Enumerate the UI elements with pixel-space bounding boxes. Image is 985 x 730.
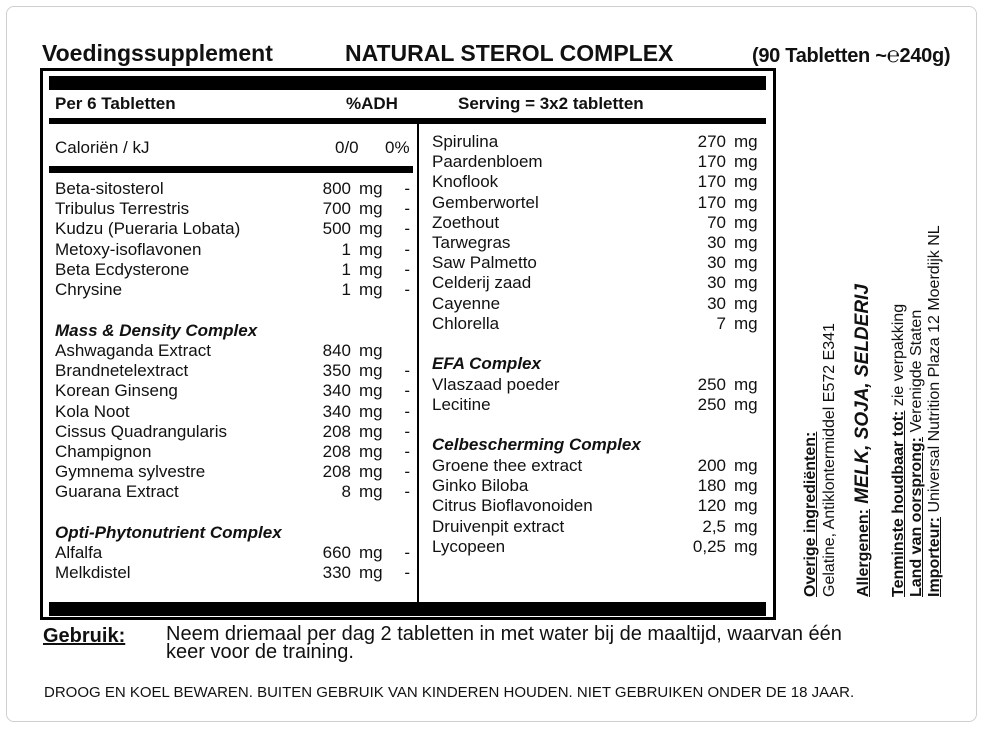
usage-label: Gebruik: bbox=[43, 625, 126, 647]
ingredient-row bbox=[432, 213, 762, 233]
ingredient-qty: 7 bbox=[716, 313, 726, 333]
allergens: Allergenen: MELK, SOJA, SELDERIJ bbox=[852, 284, 873, 597]
ingredient-qty: 170 bbox=[697, 172, 726, 192]
ingredient-unit: mg bbox=[734, 132, 758, 151]
ingredient-row bbox=[432, 375, 762, 395]
ingredient-qty: 30 bbox=[707, 233, 726, 252]
header-rule bbox=[49, 118, 766, 124]
ingredient-row bbox=[55, 361, 410, 381]
ingredient-unit: mg bbox=[359, 442, 383, 461]
ingredient-row bbox=[432, 294, 762, 314]
ingredient-row bbox=[55, 422, 410, 442]
ingredient-name: Beta Ecdysterone bbox=[55, 259, 190, 279]
ingredient-name: Kudzu (Pueraria Lobata) bbox=[55, 219, 241, 239]
calories-adh: 0% bbox=[385, 138, 410, 157]
ingredient-qty: 170 bbox=[697, 152, 726, 172]
ingredient-unit: mg bbox=[734, 212, 758, 232]
ingredient-name: Celderij zaad bbox=[432, 273, 532, 293]
col-serving: Serving = 3x2 tabletten bbox=[458, 94, 644, 113]
ingredient-qty: 30 bbox=[707, 293, 726, 313]
ingredient-unit: mg bbox=[734, 192, 758, 212]
ingredient-adh: - bbox=[404, 239, 410, 259]
importer: Importeur: Universal Nutrition Plaza 12 Moerdijk NL bbox=[926, 225, 943, 597]
ingredient-adh: - bbox=[404, 179, 410, 198]
ingredient-row bbox=[55, 179, 410, 199]
ingredient-unit: mg bbox=[359, 239, 383, 259]
ingredient-adh: - bbox=[404, 219, 410, 239]
ingredient-row bbox=[432, 395, 762, 415]
ingredient-row bbox=[55, 199, 410, 219]
ingredient-name: Chrysine bbox=[55, 280, 123, 299]
ingredient-qty: 250 bbox=[697, 395, 726, 415]
ingredient-name: Saw Palmetto bbox=[432, 253, 537, 273]
ingredient-qty: 208 bbox=[322, 421, 351, 441]
ingredient-unit: mg bbox=[734, 253, 758, 273]
ingredient-row bbox=[432, 314, 762, 334]
ingredient-unit: mg bbox=[359, 179, 383, 198]
ingredient-unit: mg bbox=[734, 313, 758, 333]
ingredient-unit: mg bbox=[734, 172, 758, 192]
ingredient-adh: - bbox=[404, 199, 410, 219]
ingredient-qty: 660 bbox=[322, 543, 351, 562]
ingredient-unit: mg bbox=[359, 259, 383, 279]
ingredient-name: Spirulina bbox=[432, 132, 499, 151]
ingredient-qty: 350 bbox=[322, 361, 351, 381]
ingredient-unit: mg bbox=[734, 233, 758, 252]
ingredient-qty: 208 bbox=[322, 442, 351, 461]
ingredient-unit: mg bbox=[734, 496, 758, 516]
ingredient-row bbox=[55, 219, 410, 239]
ingredient-qty: 0,25 bbox=[692, 536, 726, 556]
ingredient-unit: mg bbox=[359, 421, 383, 441]
ingredient-row bbox=[432, 537, 762, 557]
other-ingredients-label: Overige ingrediënten: bbox=[802, 431, 819, 597]
mass-complex-title: Mass & Density Complex bbox=[55, 321, 258, 340]
efa-complex-title: EFA Complex bbox=[432, 354, 541, 373]
ingredient-qty: 500 bbox=[322, 219, 351, 239]
cel-complex-title: Celbescherming Complex bbox=[432, 435, 641, 454]
origin: Land van oorsprong: Verenigde Staten bbox=[908, 309, 925, 597]
ingredient-unit: mg bbox=[359, 401, 383, 421]
ingredient-row bbox=[432, 476, 762, 496]
ingredient-name: Gemberwortel bbox=[432, 192, 539, 212]
ingredient-name: Vlaszaad poeder bbox=[432, 375, 560, 394]
ingredient-name: Druivenpit extract bbox=[432, 516, 565, 536]
ingredient-unit: mg bbox=[359, 341, 383, 360]
ingredient-qty: 250 bbox=[697, 375, 726, 394]
ingredient-qty: 180 bbox=[697, 476, 726, 496]
ingredient-row bbox=[55, 462, 410, 482]
ingredient-name: Cissus Quadrangularis bbox=[55, 421, 227, 441]
ingredient-row bbox=[55, 543, 410, 563]
ingredient-qty: 700 bbox=[322, 199, 351, 219]
side-info bbox=[802, 197, 952, 597]
package-size bbox=[752, 42, 950, 68]
ingredient-row bbox=[55, 402, 410, 422]
ingredient-row bbox=[432, 273, 762, 293]
ingredient-adh: - bbox=[404, 421, 410, 441]
ingredient-row bbox=[55, 240, 410, 260]
ingredient-qty: 8 bbox=[341, 482, 351, 502]
ingredient-qty: 1 bbox=[341, 259, 351, 279]
storage-warning: DROOG EN KOEL BEWAREN. BUITEN GEBRUIK VAN KINDEREN HOUDEN. NIET GEBRUIKEN ONDER DE 18 JAAR. bbox=[44, 684, 855, 701]
ingredient-name: Citrus Bioflavonoiden bbox=[432, 496, 593, 516]
ingredient-adh: - bbox=[404, 361, 410, 381]
ingredient-name: Groene thee extract bbox=[432, 456, 583, 475]
ingredient-qty: 208 bbox=[322, 462, 351, 482]
ingredient-qty: 170 bbox=[697, 192, 726, 212]
ingredient-name: Alfalfa bbox=[55, 543, 103, 562]
ingredient-row bbox=[432, 193, 762, 213]
ingredient-unit: mg bbox=[734, 375, 758, 394]
ingredient-unit: mg bbox=[734, 293, 758, 313]
ingredient-unit: mg bbox=[359, 563, 383, 583]
ingredient-row bbox=[432, 132, 762, 152]
size-post: 240g) bbox=[899, 45, 951, 67]
col-adh: %ADH bbox=[346, 94, 398, 113]
ingredient-name: Lycopeen bbox=[432, 536, 506, 556]
ingredient-unit: mg bbox=[734, 395, 758, 415]
ingredient-qty: 330 bbox=[322, 563, 351, 583]
ingredient-unit: mg bbox=[734, 456, 758, 475]
ingredient-name: Metoxy-isoflavonen bbox=[55, 239, 202, 259]
ingredient-name: Tarwegras bbox=[432, 233, 511, 252]
ingredient-qty: 1 bbox=[341, 280, 351, 299]
ingredient-name: Gymnema sylvestre bbox=[55, 462, 206, 482]
calorie-rule bbox=[49, 166, 413, 173]
ingredient-row bbox=[432, 233, 762, 253]
ingredient-name: Lecitine bbox=[432, 395, 491, 415]
ingredient-unit: mg bbox=[359, 361, 383, 381]
ingredient-unit: mg bbox=[359, 219, 383, 239]
ingredient-name: Knoflook bbox=[432, 172, 499, 192]
ingredient-row bbox=[55, 280, 410, 300]
ingredient-unit: mg bbox=[734, 273, 758, 293]
ingredient-unit: mg bbox=[359, 543, 383, 562]
ingredient-qty: 120 bbox=[697, 496, 726, 516]
ingredient-qty: 840 bbox=[322, 341, 351, 360]
ingredient-row bbox=[432, 456, 762, 476]
ingredient-unit: mg bbox=[734, 516, 758, 536]
estimate-sign-icon: ℮ bbox=[886, 42, 900, 67]
ingredient-name: Melkdistel bbox=[55, 563, 131, 583]
ingredient-row bbox=[432, 517, 762, 537]
calories-value: 0/0 bbox=[335, 138, 359, 157]
ingredient-name: Cayenne bbox=[432, 293, 501, 313]
ingredient-name: Guarana Extract bbox=[55, 482, 179, 502]
ingredient-unit: mg bbox=[734, 476, 758, 496]
ingredient-row bbox=[55, 563, 410, 583]
ingredient-qty: 800 bbox=[322, 179, 351, 198]
ingredient-row bbox=[432, 496, 762, 516]
ingredient-unit: mg bbox=[359, 199, 383, 219]
ingredient-row bbox=[55, 341, 410, 361]
ingredient-row bbox=[55, 381, 410, 401]
ingredient-name: Champignon bbox=[55, 442, 152, 461]
size-pre: (90 Tabletten ~ bbox=[752, 45, 887, 67]
ingredient-adh: - bbox=[404, 482, 410, 502]
ingredient-name: Zoethout bbox=[432, 212, 500, 232]
usage-text: Neem driemaal per dag 2 tabletten in met water bij de maaltijd, waarvan één keer voor de training. bbox=[166, 623, 842, 663]
calories-label: Caloriën / kJ bbox=[55, 138, 150, 157]
col-per-tablets: Per 6 Tabletten bbox=[55, 94, 176, 113]
ingredient-qty: 70 bbox=[707, 212, 726, 232]
ingredient-name: Beta-sitosterol bbox=[55, 179, 164, 198]
ingredient-adh: - bbox=[404, 401, 410, 421]
opti-complex-title: Opti-Phytonutrient Complex bbox=[55, 523, 282, 542]
ingredient-qty: 340 bbox=[322, 401, 351, 421]
ingredient-row bbox=[432, 253, 762, 273]
best-before: Tenminste houdbaar tot: zie verpakking bbox=[890, 303, 907, 597]
ingredient-name: Chlorella bbox=[432, 313, 500, 333]
ingredient-unit: mg bbox=[359, 280, 383, 299]
ingredient-unit: mg bbox=[359, 482, 383, 502]
ingredient-qty: 30 bbox=[707, 273, 726, 293]
ingredient-row bbox=[55, 260, 410, 280]
ingredient-unit: mg bbox=[359, 381, 383, 401]
ingredient-row bbox=[55, 442, 410, 462]
ingredient-qty: 1 bbox=[341, 239, 351, 259]
ingredient-qty: 270 bbox=[697, 132, 726, 151]
ingredient-qty: 30 bbox=[707, 253, 726, 273]
product-title: NATURAL STEROL COMPLEX bbox=[345, 40, 674, 66]
ingredient-row bbox=[432, 152, 762, 172]
table-bottom-bar bbox=[49, 602, 766, 616]
ingredient-adh: - bbox=[404, 381, 410, 401]
ingredient-row bbox=[55, 482, 410, 502]
ingredient-adh: - bbox=[404, 259, 410, 279]
ingredient-name: Ashwaganda Extract bbox=[55, 341, 211, 360]
ingredient-qty: 2,5 bbox=[702, 516, 726, 536]
ingredient-name: Brandnetelextract bbox=[55, 361, 189, 381]
ingredient-name: Tribulus Terrestris bbox=[55, 199, 190, 219]
ingredient-adh: - bbox=[404, 442, 410, 461]
ingredient-adh: - bbox=[404, 543, 410, 562]
ingredient-name: Korean Ginseng bbox=[55, 381, 178, 401]
category-title: Voedingssupplement bbox=[42, 40, 273, 66]
ingredient-row bbox=[432, 172, 762, 192]
ingredient-unit: mg bbox=[359, 462, 383, 482]
ingredient-qty: 200 bbox=[697, 456, 726, 475]
ingredient-adh: - bbox=[404, 563, 410, 583]
ingredient-name: Ginko Biloba bbox=[432, 476, 529, 496]
ingredient-unit: mg bbox=[734, 152, 758, 172]
ingredient-adh: - bbox=[404, 280, 410, 299]
ingredient-qty: 340 bbox=[322, 381, 351, 401]
ingredient-name: Kola Noot bbox=[55, 401, 130, 421]
ingredient-unit: mg bbox=[734, 536, 758, 556]
column-divider bbox=[417, 124, 419, 602]
other-ingredients-value: Gelatine, Antiklontermiddel E572 E341 bbox=[821, 323, 838, 597]
ingredient-adh: - bbox=[404, 462, 410, 482]
table-top-bar bbox=[49, 76, 766, 90]
ingredient-name: Paardenbloem bbox=[432, 152, 543, 172]
